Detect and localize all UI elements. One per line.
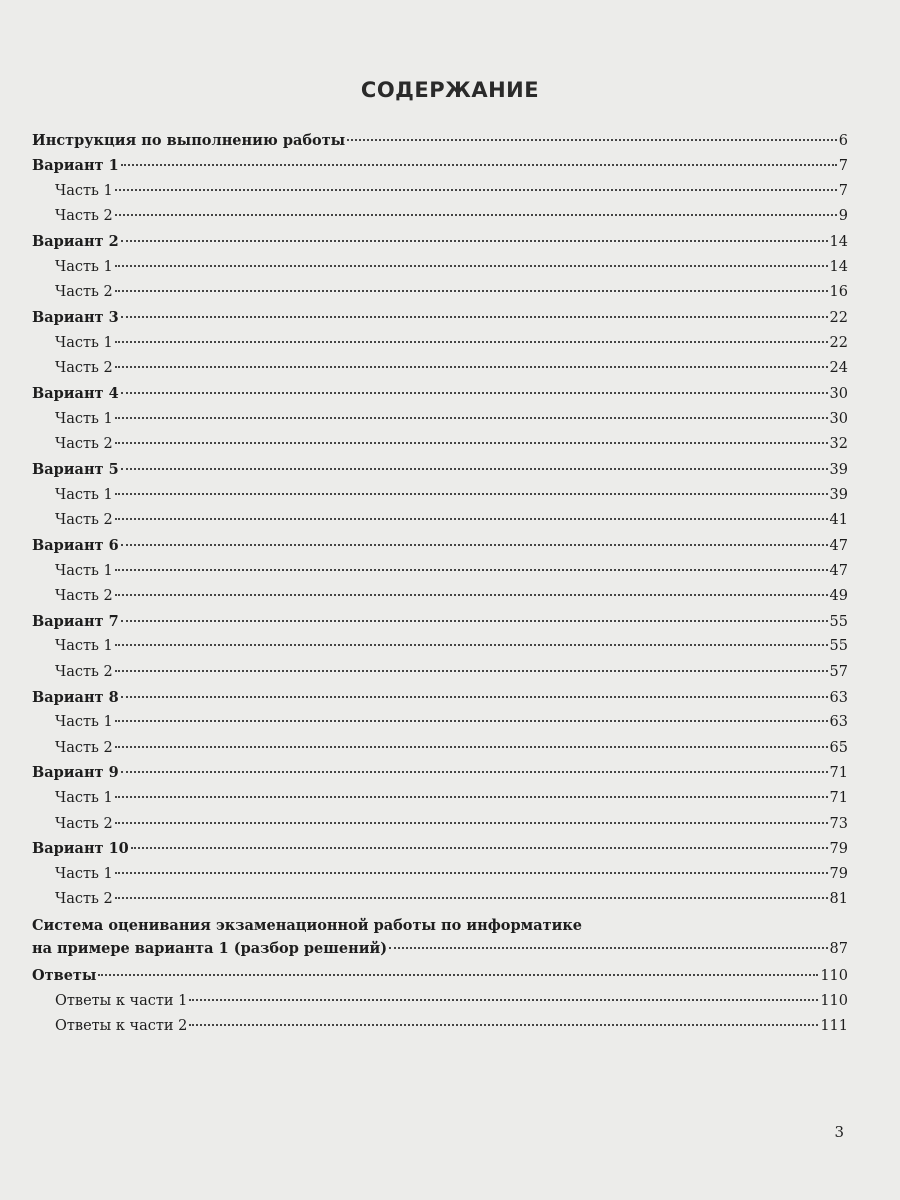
toc-entry-label: Часть 1 (55, 562, 113, 579)
toc-entry-label: Часть 2 (55, 284, 113, 301)
page-title: СОДЕРЖАНИЕ (360, 78, 540, 102)
toc-entry-label: Часть 2 (55, 587, 113, 604)
toc-entry-page: 87 (829, 940, 848, 957)
toc-entry-label: Часть 1 (55, 258, 113, 275)
dot-leader (115, 326, 828, 343)
dot-leader (121, 681, 828, 698)
dot-leader (115, 352, 828, 369)
toc-entry-page: 55 (829, 613, 848, 630)
toc-entry-page: 16 (829, 284, 848, 301)
toc-entry-page: 73 (829, 815, 848, 832)
toc-entry-page: 22 (829, 310, 848, 327)
toc-entry-page: 14 (829, 234, 848, 251)
toc-entry-label: Часть 1 (55, 183, 113, 200)
toc-entry-label: Часть 2 (55, 739, 113, 756)
toc-entry-label: Часть 2 (55, 208, 113, 225)
toc-entry-label: Часть 2 (55, 360, 113, 377)
toc-entry-page: 14 (829, 258, 848, 275)
dot-leader (98, 960, 818, 977)
toc-entry-page: 110 (820, 968, 848, 985)
toc-entry-label: Часть 1 (55, 790, 113, 807)
toc-entry-label: Вариант 7 (32, 612, 119, 630)
toc-entry-page: 111 (820, 1018, 848, 1035)
toc-entry-label: Часть 2 (55, 436, 113, 453)
dot-leader (131, 833, 828, 850)
toc-entry-page: 30 (829, 385, 848, 402)
toc-entry-page: 63 (829, 714, 848, 731)
dot-leader (115, 175, 837, 192)
toc-entry-page: 47 (829, 562, 848, 579)
toc-entry-label: Часть 1 (55, 334, 113, 351)
dot-leader (115, 554, 828, 571)
dot-leader (115, 428, 828, 445)
toc-entries (32, 128, 848, 912)
dot-leader (121, 453, 828, 470)
toc-entry-label: Вариант 10 (32, 840, 129, 858)
toc-entry-page: 71 (829, 765, 848, 782)
dot-leader (121, 226, 828, 243)
toc-entry-label: Вариант 4 (32, 384, 119, 402)
toc-entry-page: 39 (829, 461, 848, 478)
dot-leader (115, 402, 828, 419)
dot-leader (121, 605, 828, 622)
dot-leader (121, 150, 837, 167)
toc-entry-label: Часть 1 (55, 638, 113, 655)
dot-leader (115, 503, 828, 520)
toc-entry-page: 57 (829, 663, 848, 680)
toc-entry-label: Вариант 2 (32, 233, 119, 251)
dot-leader (115, 731, 828, 748)
toc-entry-label: Часть 2 (55, 815, 113, 832)
toc-entry-page: 79 (829, 841, 848, 858)
dot-leader (115, 276, 828, 293)
dot-leader (115, 630, 828, 647)
dot-leader (121, 757, 828, 774)
dot-leader (347, 125, 837, 142)
toc-entry-label: Система оценивания экзаменационной работы по информатике (32, 917, 583, 935)
toc-entry-label: Часть 1 (55, 486, 113, 503)
toc-entry[interactable] (32, 887, 848, 912)
toc-entry-label: Вариант 3 (32, 309, 119, 327)
dot-leader (115, 706, 828, 723)
toc-entry-page: 49 (829, 587, 848, 604)
dot-leader (115, 655, 828, 672)
toc-entry-page: 39 (829, 486, 848, 503)
toc-entry-label: Ответы (32, 967, 97, 985)
dot-leader (121, 377, 828, 394)
table-of-contents (32, 128, 848, 1039)
toc-entry[interactable] (32, 1014, 848, 1039)
toc-entry-page: 41 (829, 511, 848, 528)
toc-entry-page: 65 (829, 739, 848, 756)
toc-entry-page: 22 (829, 334, 848, 351)
dot-leader (115, 883, 828, 900)
dot-leader (121, 529, 828, 546)
dot-leader (389, 932, 827, 949)
dot-leader (115, 200, 837, 217)
toc-entry-page: 9 (838, 208, 848, 225)
dot-leader (121, 302, 828, 319)
toc-entry-label: Вариант 8 (32, 688, 119, 706)
toc-entry-label: Вариант 6 (32, 536, 119, 554)
toc-entry-page: 47 (829, 537, 848, 554)
toc-entry-label: Ответы к части 1 (55, 993, 188, 1009)
toc-entry-label: Часть 1 (55, 866, 113, 883)
toc-entry-label: Часть 1 (55, 714, 113, 731)
toc-entry-page: 6 (838, 133, 848, 149)
dot-leader (115, 807, 828, 824)
dot-leader (115, 478, 828, 495)
dot-leader (115, 250, 828, 267)
toc-entry-page: 7 (838, 183, 848, 200)
toc-entry-label: Часть 2 (55, 511, 113, 528)
toc-entry-page: 32 (829, 436, 848, 453)
toc-entry-label: Вариант 9 (32, 764, 119, 782)
toc-entry-label: Часть 2 (55, 891, 113, 908)
dot-leader (189, 1010, 818, 1027)
toc-entry-page: 110 (820, 993, 848, 1009)
toc-entry-label: Часть 1 (55, 410, 113, 427)
toc-entry-label: Инструкция по выполнению работы (32, 132, 346, 149)
toc-entry-page: 71 (829, 790, 848, 807)
dot-leader (115, 782, 828, 799)
toc-entry-grading[interactable] (32, 915, 848, 957)
toc-entry-label: на примере варианта 1 (разбор решений) (32, 939, 388, 957)
toc-entry-label: Вариант 5 (32, 460, 119, 478)
toc-answers (32, 963, 848, 1039)
dot-leader (115, 858, 828, 875)
toc-entry-page: 55 (829, 638, 848, 655)
toc-entry-page: 81 (829, 891, 848, 908)
page-number: 3 (834, 1123, 844, 1141)
toc-entry-page: 24 (829, 360, 848, 377)
dot-leader (115, 579, 828, 596)
toc-entry-label: Вариант 1 (32, 157, 119, 175)
toc-entry-label: Ответы к части 2 (55, 1018, 188, 1035)
toc-entry-page: 7 (838, 158, 848, 175)
toc-entry-page: 79 (829, 866, 848, 883)
dot-leader (189, 985, 818, 1002)
toc-entry-page: 30 (829, 410, 848, 427)
toc-entry-label: Часть 2 (55, 663, 113, 680)
toc-entry-page: 63 (829, 689, 848, 706)
